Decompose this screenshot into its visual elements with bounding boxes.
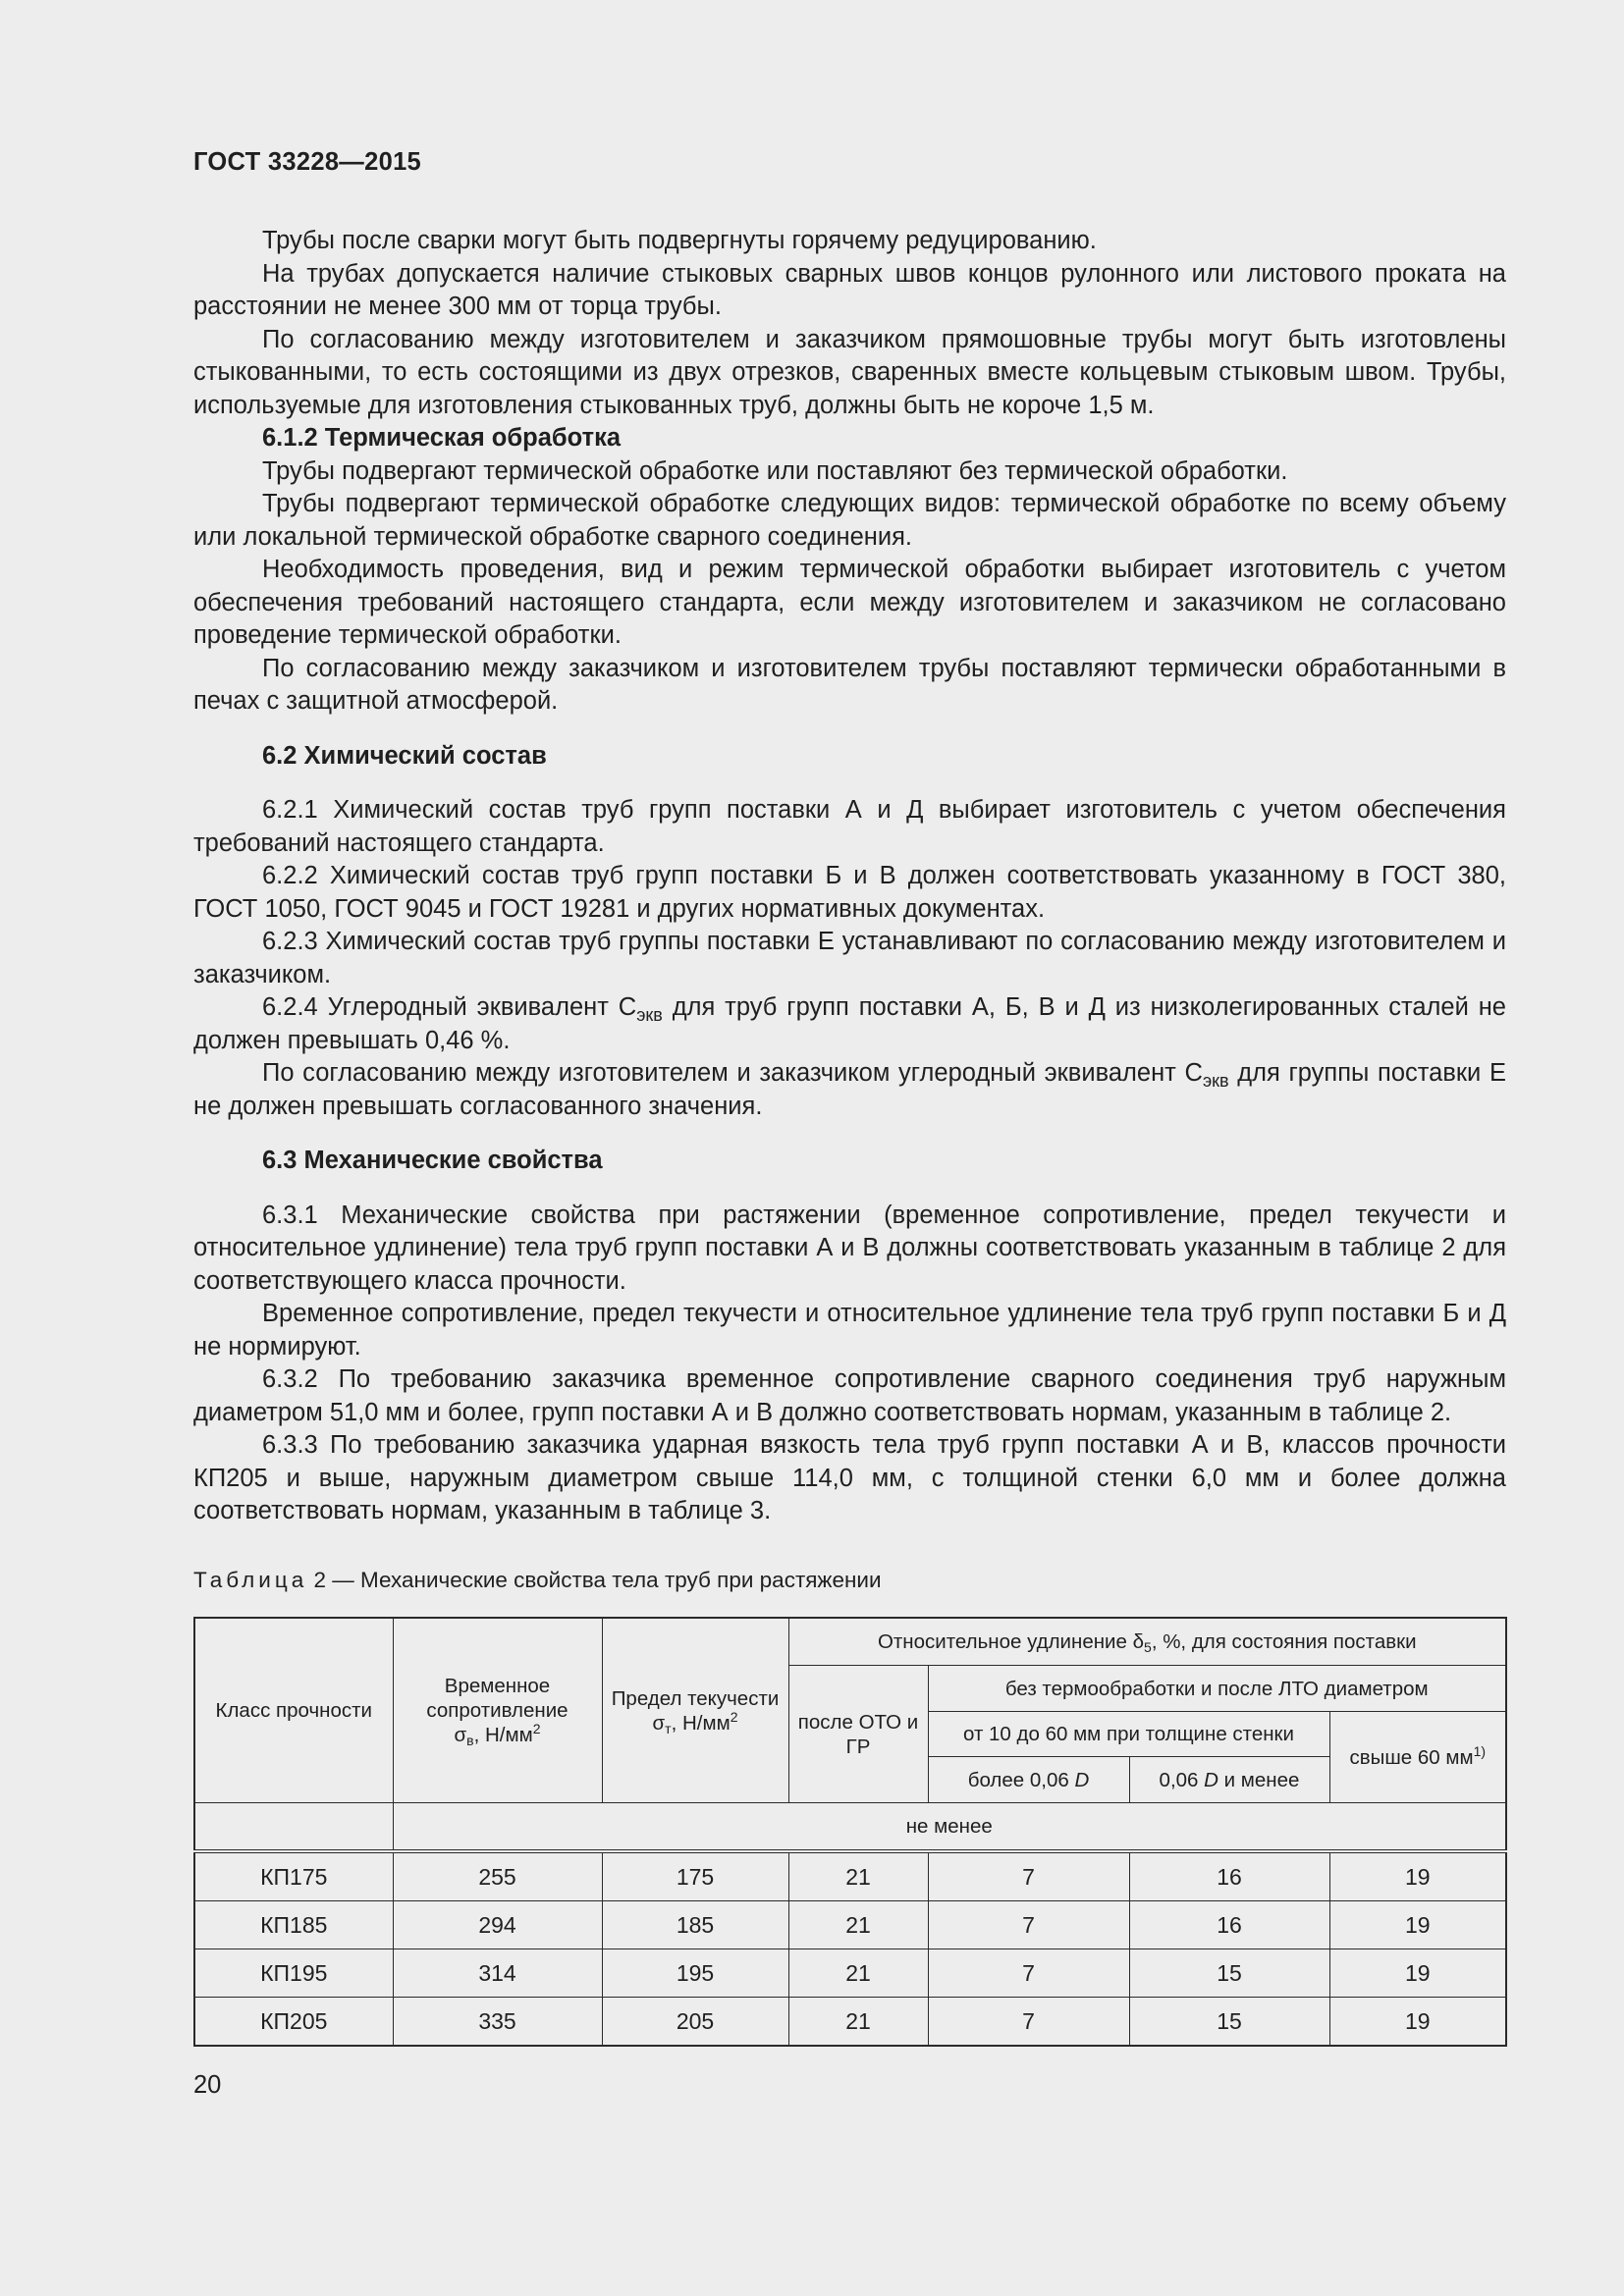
header-no-heat-treatment: без термообработки и после ЛТО диаметром (928, 1666, 1506, 1712)
table-row (194, 1949, 1506, 1998)
cell-over-60: 19 (1329, 1998, 1506, 2047)
paragraph: 6.2.1 Химический состав труб групп поставки А и Д выбирает изготовитель с учетом обеспечения требований настоящего стандарта. (193, 796, 1506, 857)
cell-over-60: 19 (1329, 1949, 1506, 1998)
cell-yield: 175 (602, 1851, 788, 1901)
paragraph-text: для группы поставки Е не должен превышать согласованного значения. (193, 1059, 1506, 1120)
header-strength-class: Класс прочности (194, 1618, 393, 1803)
cell-less-0-06d: 16 (1129, 1851, 1329, 1901)
cell-tensile: 294 (393, 1901, 602, 1949)
paragraph-text: для труб групп поставки А, Б, В и Д из низколегированных сталей не должен превышать 0,46 %. (193, 993, 1506, 1054)
cell-class: КП175 (194, 1851, 393, 1901)
header-range-10-60: от 10 до 60 мм при толщине стенки (928, 1712, 1329, 1757)
section-heading-6-2: 6.2 Химический состав (262, 741, 547, 770)
header-superscript: 2 (730, 1708, 738, 1725)
header-superscript: 2 (532, 1721, 541, 1736)
cell-class: КП205 (194, 1998, 393, 2047)
header-tensile-strength (393, 1618, 602, 1803)
header-text: Предел текучести σ (611, 1686, 780, 1735)
cell-yield: 195 (602, 1949, 788, 1998)
page-number: 20 (193, 2071, 222, 2099)
cell-after-oto: 21 (788, 1998, 928, 2047)
paragraph: Временное сопротивление, предел текучести и относительное удлинение тела труб групп поставки Б и Д не нормируют. (193, 1300, 1506, 1361)
paragraph-text: 6.2.4 Углеродный эквивалент С (262, 993, 637, 1021)
table-caption-text: 2 — Механические свойства тела труб при растяжении (307, 1568, 882, 1592)
paragraph: Необходимость проведения, вид и режим термической обработки выбирает изготовитель с учетом обеспечения требований настоящего стандарта, если между изготовителем и заказчиком не согласовано проведение термической обработки. (193, 556, 1506, 649)
cell-yield: 205 (602, 1998, 788, 2047)
header-italic: D (1204, 1768, 1218, 1791)
cell-tensile: 255 (393, 1851, 602, 1901)
cell-more-0-06d: 7 (928, 1901, 1129, 1949)
table-caption-word: Таблица (193, 1568, 308, 1592)
header-text: 0,06 (1159, 1768, 1205, 1791)
header-after-oto: после ОТО и ГР (788, 1666, 928, 1803)
header-more-0-06d (928, 1757, 1129, 1803)
header-over-60 (1329, 1712, 1506, 1803)
cell-class: КП195 (194, 1949, 393, 1998)
cell-over-60: 19 (1329, 1851, 1506, 1901)
paragraph: Трубы подвергают термической обработке следующих видов: термической обработке по всему объему или локальной термической обработке сварного соединения. (193, 490, 1506, 551)
subscript: экв (636, 1005, 663, 1025)
cell-over-60: 19 (1329, 1901, 1506, 1949)
subscript: экв (1202, 1071, 1229, 1091)
header-unit: , Н/мм (473, 1724, 533, 1746)
paragraph: 6.2.2 Химический состав труб групп поставки Б и В должен соответствовать указанному в ГОСТ 380, ГОСТ 1050, ГОСТ 9045 и ГОСТ 19281 и других нормативных документах. (193, 862, 1506, 923)
cell-less-0-06d: 15 (1129, 1998, 1329, 2047)
paragraph: 6.2.3 Химический состав труб группы поставки Е устанавливают по согласованию между изготовителем и заказчиком. (193, 928, 1506, 988)
mechanical-properties-table (193, 1617, 1507, 2047)
section-heading-6-1-2: 6.1.2 Термическая обработка (262, 424, 622, 452)
table-row (194, 1901, 1506, 1949)
body-text (193, 225, 1506, 1528)
paragraph (193, 991, 1506, 1057)
cell-tensile: 314 (393, 1949, 602, 1998)
paragraph: 6.3.2 По требованию заказчика временное сопротивление сварного соединения труб наружным диаметром 51,0 мм и более, групп поставки А и В должно соответствовать нормам, указанным в таблице 2. (193, 1365, 1506, 1426)
header-unit: , Н/мм (671, 1711, 731, 1735)
header-empty-cell (194, 1803, 393, 1852)
header-elongation (788, 1618, 1506, 1666)
header-subscript: в (466, 1733, 474, 1748)
section-heading-6-3: 6.3 Механические свойства (262, 1147, 603, 1174)
cell-less-0-06d: 16 (1129, 1901, 1329, 1949)
cell-class: КП185 (194, 1901, 393, 1949)
cell-yield: 185 (602, 1901, 788, 1949)
header-text: Относительное удлинение δ (877, 1630, 1145, 1653)
paragraph: На трубах допускается наличие стыковых сварных швов концов рулонного или листового проката на расстоянии не менее 300 мм от торца трубы. (193, 259, 1506, 320)
header-text: Временное сопротивление (426, 1675, 568, 1722)
table-row (194, 1851, 1506, 1901)
cell-more-0-06d: 7 (928, 1949, 1129, 1998)
paragraph (193, 1057, 1506, 1123)
footnote-marker: 1) (1473, 1742, 1487, 1759)
cell-less-0-06d: 15 (1129, 1949, 1329, 1998)
cell-more-0-06d: 7 (928, 1998, 1129, 2047)
paragraph: 6.3.1 Механические свойства при растяжении (временное сопротивление, предел текучести и относительное удлинение) тела труб групп поставки А и В должны соответствовать указанным в таблице 2 для соответствующего класса прочности. (193, 1201, 1506, 1295)
table-caption (193, 1568, 882, 1593)
cell-after-oto: 21 (788, 1901, 928, 1949)
document-header: ГОСТ 33228—2015 (193, 148, 422, 176)
header-less-0-06d (1129, 1757, 1329, 1803)
header-text: и менее (1218, 1768, 1300, 1791)
paragraph: 6.3.3 По требованию заказчика ударная вязкость тела труб групп поставки А и В, классов прочности КП205 и выше, наружным диаметром свыше 114,0 мм, с толщиной стенки 6,0 мм и более должна соответствовать нормам, указанным в таблице 3. (193, 1431, 1506, 1524)
paragraph-text: По согласованию между изготовителем и заказчиком углеродный эквивалент С (262, 1059, 1203, 1087)
header-text: более 0,06 (967, 1768, 1075, 1791)
header-italic: D (1074, 1768, 1090, 1791)
header-text: свыше 60 мм (1349, 1745, 1474, 1769)
header-text: , %, для состояния поставки (1151, 1630, 1417, 1653)
paragraph: Трубы после сварки могут быть подвергнуты горячему редуцированию. (262, 227, 1097, 254)
header-not-less: не менее (393, 1803, 1506, 1852)
header-subscript: т (665, 1720, 672, 1736)
cell-tensile: 335 (393, 1998, 602, 2047)
header-symbol: σ (454, 1724, 467, 1746)
header-yield-strength (602, 1618, 788, 1803)
paragraph: По согласованию между заказчиком и изготовителем трубы поставляют термически обработанными в печах с защитной атмосферой. (193, 654, 1506, 715)
paragraph: По согласованию между изготовителем и заказчиком прямошовные трубы могут быть изготовлены стыкованными, то есть состоящими из двух отрезков, сваренных вместе кольцевым стыковым швом. Трубы, используемые для изготовления стыкованных труб, должны быть не короче 1,5 м. (193, 325, 1506, 419)
paragraph: Трубы подвергают термической обработке или поставляют без термической обработки. (262, 456, 1288, 485)
cell-after-oto: 21 (788, 1851, 928, 1901)
cell-after-oto: 21 (788, 1949, 928, 1998)
table-row (194, 1998, 1506, 2047)
cell-more-0-06d: 7 (928, 1851, 1129, 1901)
header-subscript: 5 (1144, 1639, 1152, 1655)
